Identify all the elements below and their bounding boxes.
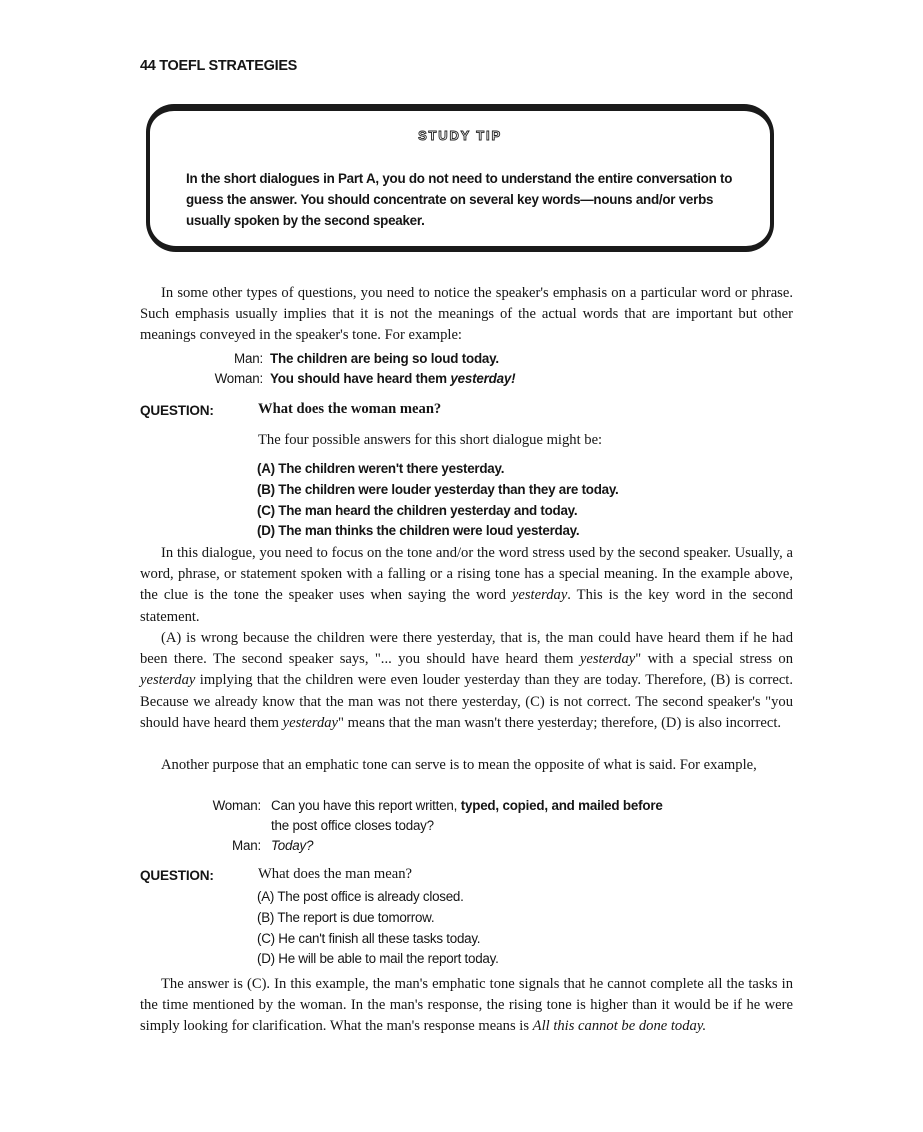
text: In this dialogue, you need to focus on the tone and/or the word stress used by the second speaker. Usually, a word, phrase, or statement spoken with a falling or a rising tone has a special meaning. In the example above, the clue is the tone the speaker uses when saying the word <box>140 545 793 604</box>
option-b: (B) The children were louder yesterday than they are today. <box>257 481 619 497</box>
question-2-label: QUESTION: <box>140 868 214 883</box>
speaker-label: Woman: <box>214 371 263 386</box>
speaker-label: Woman: <box>212 798 261 813</box>
utterance-emphasis: yesterday! <box>450 371 516 386</box>
speaker-label: Man: <box>234 351 263 366</box>
utterance-text: You should have heard them <box>270 371 451 386</box>
emphasis: yesterday <box>282 714 339 731</box>
option-d: (D) He will be able to mail the report today. <box>257 951 499 967</box>
option-b: (B) The report is due tomorrow. <box>257 909 435 925</box>
question-1-intro: The four possible answers for this short dialogue might be: <box>258 432 603 448</box>
utterance <box>271 796 663 816</box>
paragraph-emphasis-intro: In some other types of questions, you need to notice the speaker's emphasis on a particular word or phrase. Such emphasis usually implies that it is not the meanings of the actual words that are important but other meanings conveyed in the speaker's tone. For example: <box>140 285 793 344</box>
option-c: (C) He can't finish all these tasks today. <box>257 930 481 946</box>
text: The answer is (C). In this example, the man's emphatic tone signals that he cannot complete all the tasks in the time mentioned by the woman. In the man's response, the rising tone is higher than it would be if he were simply looking for clarification. What the man's response means is <box>140 976 793 1035</box>
option-d: (D) The man thinks the children were loud yesterday. <box>257 523 580 539</box>
running-header: 44 TOEFL STRATEGIES <box>140 58 298 74</box>
text: (A) is wrong because the children were there yesterday, that is, the man could have heard them if he had been there. The second speaker says, "... you should have heard them <box>140 630 793 668</box>
emphasis: All this cannot be done today. <box>532 1018 707 1035</box>
emphasis: yesterday <box>511 587 568 604</box>
emphasis: yesterday <box>579 651 636 668</box>
paragraph-tone-explanation <box>140 543 793 628</box>
study-tip-title: STUDY TIP <box>418 128 502 143</box>
question-1-options <box>257 459 619 542</box>
utterance: The children are being so loud today. <box>270 351 499 366</box>
utterance <box>270 369 515 389</box>
utterance: the post office closes today? <box>271 818 434 833</box>
text: implying that the children were even louder yesterday than they are today. Therefore, (B) is correct. Because we already know that the man was not there yesterday, (C) is not correct. The second speaker's "you should have heard them <box>140 672 793 731</box>
speaker-label: Man: <box>232 838 261 853</box>
study-tip-box <box>146 104 774 252</box>
study-tip-text: In the short dialogues in Part A, you do not need to understand the entire conversation to guess the answer. You should concentrate on several key words—nouns and/or verbs usually spoken by the second speaker. <box>186 171 733 228</box>
option-c: (C) The man heard the children yesterday and today. <box>257 502 578 518</box>
option-a: (A) The children weren't there yesterday. <box>257 461 505 476</box>
emphasis: yesterday <box>140 672 196 689</box>
utterance-text: Can you have this report written, <box>271 798 461 813</box>
question-2-options <box>257 887 499 970</box>
text: . This is the key word in the second statement. <box>140 587 793 625</box>
option-a: (A) The post office is already closed. <box>257 889 464 904</box>
question-2-text: What does the man mean? <box>258 866 412 882</box>
paragraph-answer-conclusion <box>140 974 793 1038</box>
paragraph-answer-analysis <box>140 628 793 734</box>
text: " with a special stress on <box>635 651 793 668</box>
paragraph-opposite-meaning: Another purpose that an emphatic tone can serve is to mean the opposite of what is said. For example, <box>161 757 757 773</box>
question-1-text: What does the woman mean? <box>258 401 442 417</box>
text: " means that the man wasn't there yesterday; therefore, (D) is also incorrect. <box>338 714 782 731</box>
utterance-bold: typed, copied, and mailed before <box>460 798 663 813</box>
question-1-label: QUESTION: <box>140 403 214 418</box>
utterance: Today? <box>271 838 314 853</box>
